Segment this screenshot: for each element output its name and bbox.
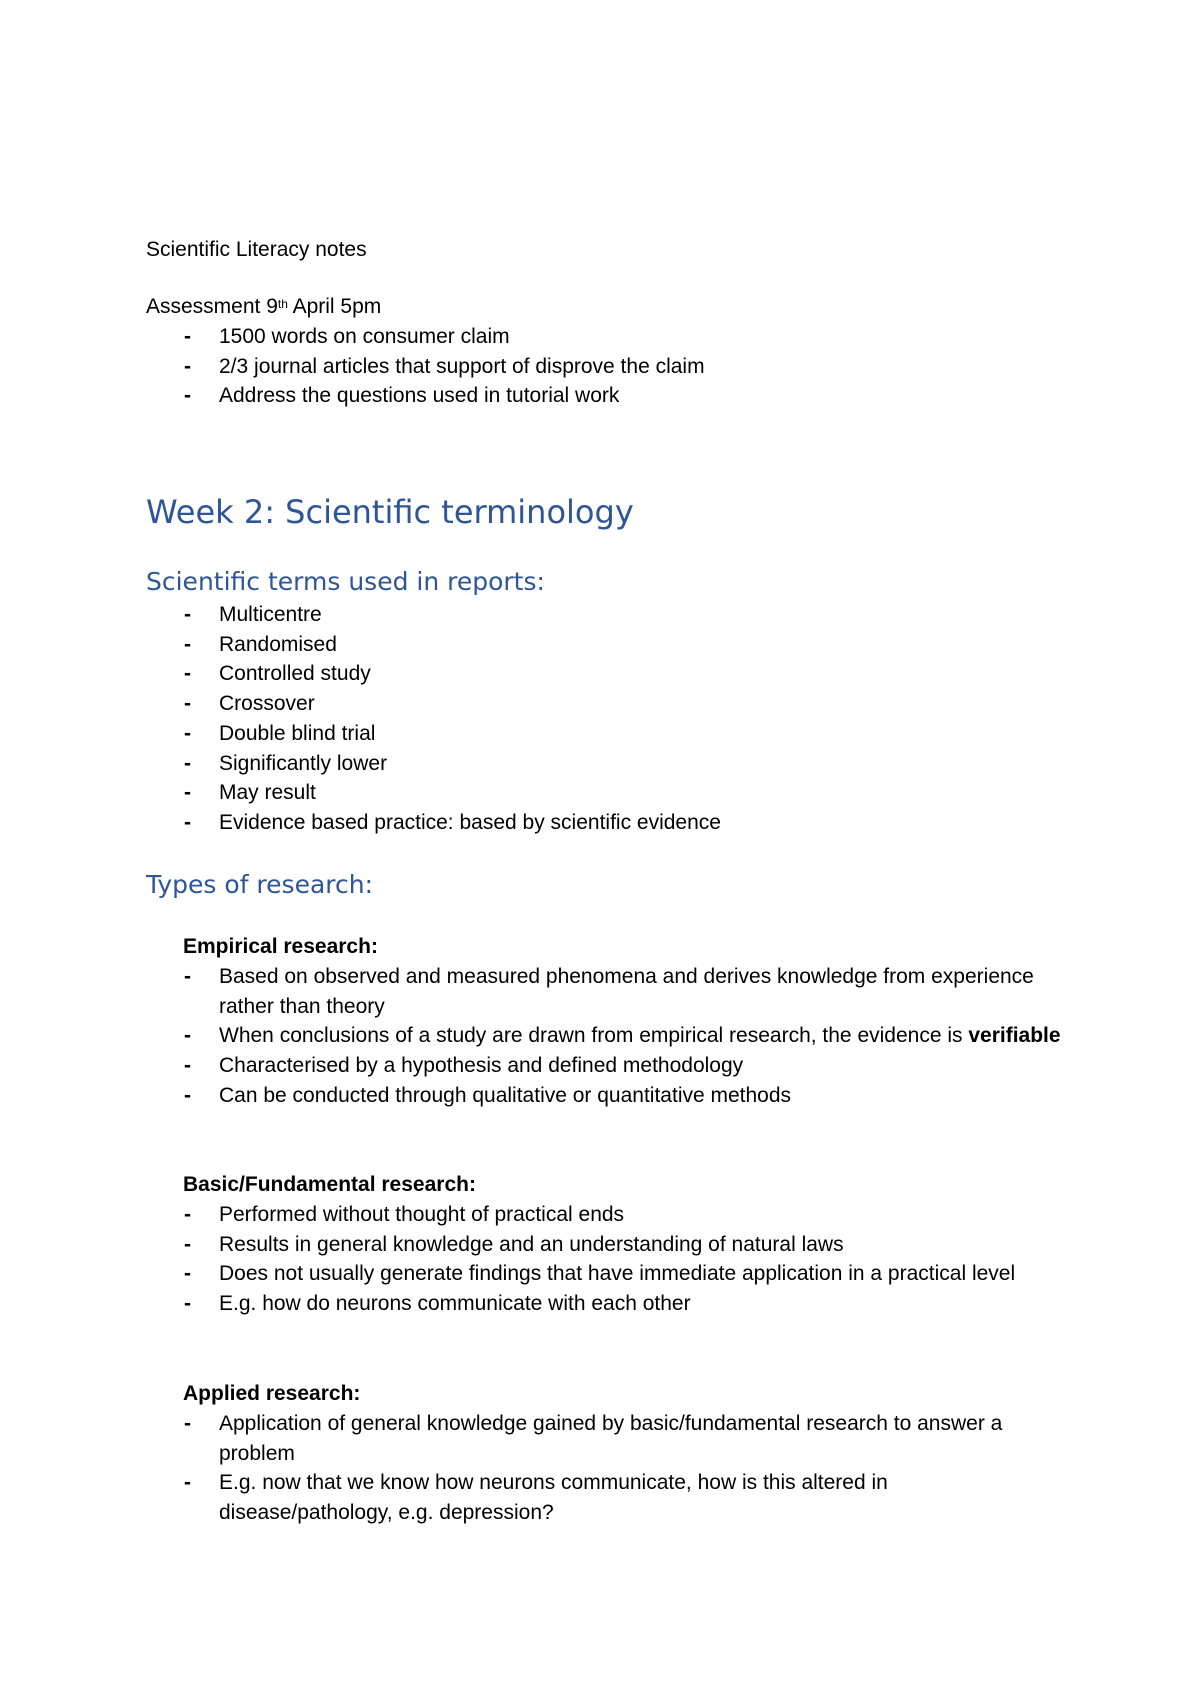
list-item: - Does not usually generate findings that have immediate application in a practical level [146,1259,1066,1289]
list-item-text: When conclusions of a study are drawn from empirical research, the evidence is [219,1024,963,1048]
list-item: - Multicentre [146,600,1066,630]
list-item: - Randomised [146,630,1066,660]
emphasis-verifiable: verifiable [968,1024,1061,1048]
applied-list [146,1409,1066,1528]
list-item: - Results in general knowledge and an understanding of natural laws [146,1230,1066,1260]
list-item: - E.g. now that we know how neurons communicate, how is this altered in disease/pathology, e.g. depression? [146,1468,1066,1527]
empirical-list [146,962,1066,1111]
assessment-label: Assessment 9 [146,295,278,318]
assessment-list [146,322,1066,411]
applied-heading: Applied research: [183,1382,361,1405]
basic-list [146,1200,1066,1319]
assessment-ordinal: th [277,297,288,311]
list-item: - May result [146,778,1066,808]
week2-heading: Week 2: Scientific terminology [146,493,634,531]
document-title: Scientific Literacy notes [146,238,367,261]
list-item: - E.g. how do neurons communicate with each other [146,1289,1066,1319]
list-item: - Address the questions used in tutorial work [146,381,1066,411]
list-item: - Can be conducted through qualitative or quantitative methods [146,1081,1066,1111]
empirical-heading: Empirical research: [183,935,378,958]
list-item: - Performed without thought of practical ends [146,1200,1066,1230]
list-item: - Based on observed and measured phenomena and derives knowledge from experience rather than theory [146,962,1066,1021]
list-item: - Significantly lower [146,749,1066,779]
assessment-date: April 5pm [287,295,382,318]
list-item: - Controlled study [146,659,1066,689]
list-item: - Crossover [146,689,1066,719]
basic-heading: Basic/Fundamental research: [183,1173,476,1196]
assessment-line [146,293,381,321]
terms-heading: Scientific terms used in reports: [146,567,545,596]
list-item: - Application of general knowledge gained by basic/fundamental research to answer a problem [146,1409,1066,1468]
list-item: - 1500 words on consumer claim [146,322,1066,352]
types-heading: Types of research: [146,870,374,899]
terms-list [146,600,1066,838]
list-item: - Double blind trial [146,719,1066,749]
list-item: - Characterised by a hypothesis and defined methodology [146,1051,1066,1081]
list-item: - Evidence based practice: based by scientific evidence [146,808,1066,838]
list-item [146,1021,1066,1051]
list-item: - 2/3 journal articles that support of disprove the claim [146,352,1066,382]
